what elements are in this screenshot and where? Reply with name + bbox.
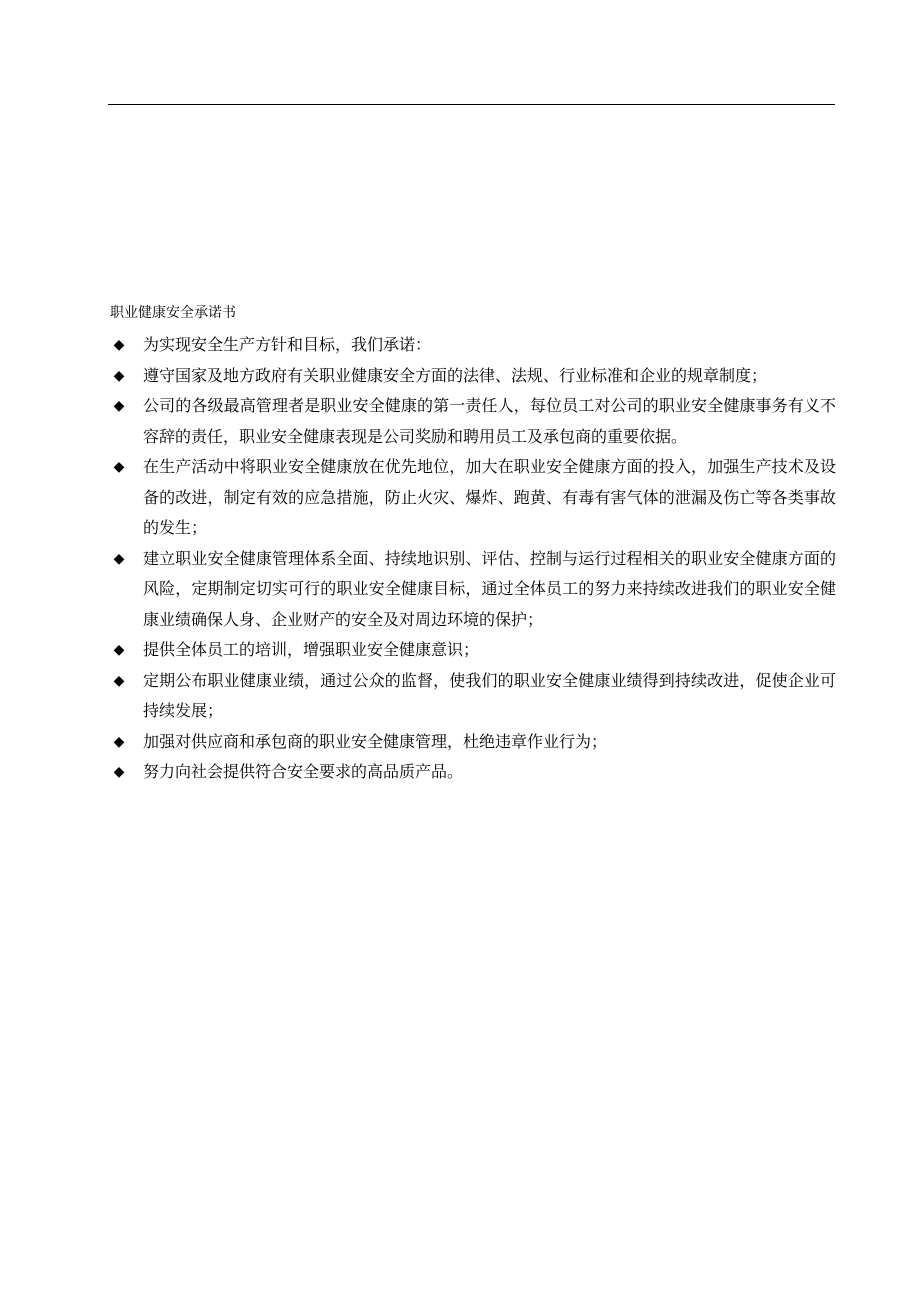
diamond-bullet-icon: ◆ [113, 672, 125, 689]
list-item [108, 361, 836, 392]
list-item [108, 757, 836, 788]
document-title: 职业健康安全承诺书 [110, 305, 236, 321]
list-item [108, 727, 836, 758]
list-item-text: 公司的各级最高管理者是职业安全健康的第一责任人，每位员工对公司的职业安全健康事务有义不容辞的责任，职业安全健康表现是公司奖励和聘用员工及承包商的重要依据。 [143, 396, 836, 446]
list-item-text: 遵守国家及地方政府有关职业健康安全方面的法律、法规、行业标准和企业的规章制度； [143, 365, 768, 385]
list-item-text: 提供全体员工的培训，增强职业安全健康意识； [143, 640, 480, 659]
list-item-text: 在生产活动中将职业安全健康放在优先地位，加大在职业安全健康方面的投入，加强生产技术及设备的改进，制定有效的应急措施，防止火灾、爆炸、跑黄、有毒有害气体的泄漏及伤亡等各类事故的发生； [143, 457, 836, 537]
list-item-text: 定期公布职业健康业绩，通过公众的监督，使我们的职业安全健康业绩得到持续改进，促使企业可持续发展； [143, 670, 836, 720]
diamond-bullet-icon: ◆ [113, 337, 125, 353]
diamond-bullet-icon: ◆ [113, 398, 125, 414]
commitment-list [108, 330, 836, 788]
list-item [108, 330, 836, 361]
list-item-text: 为实现安全生产方针和目标，我们承诺： [143, 335, 432, 354]
list-item [108, 635, 836, 666]
diamond-bullet-icon: ◆ [113, 642, 125, 658]
list-item-text: 加强对供应商和承包商的职业安全健康管理，杜绝违章作业行为； [143, 731, 608, 751]
diamond-bullet-icon: ◆ [113, 764, 125, 780]
diamond-bullet-icon: ◆ [113, 367, 125, 384]
list-item [108, 666, 836, 727]
list-item-text: 建立职业安全健康管理体系全面、持续地识别、评估、控制与运行过程相关的职业安全健康方面的风险，定期制定切实可行的职业安全健康目标，通过全体员工的努力来持续改进我们的职业安全健康业绩确保人身、企业财产的安全及对周边环境的保护； [143, 548, 836, 629]
list-item [108, 544, 836, 636]
diamond-bullet-icon: ◆ [113, 550, 125, 567]
diamond-bullet-icon: ◆ [113, 459, 125, 475]
header-rule [108, 104, 835, 105]
list-item [108, 391, 836, 452]
list-item [108, 452, 836, 544]
diamond-bullet-icon: ◆ [113, 733, 125, 750]
list-item-text: 努力向社会提供符合安全要求的高品质产品。 [143, 762, 464, 781]
